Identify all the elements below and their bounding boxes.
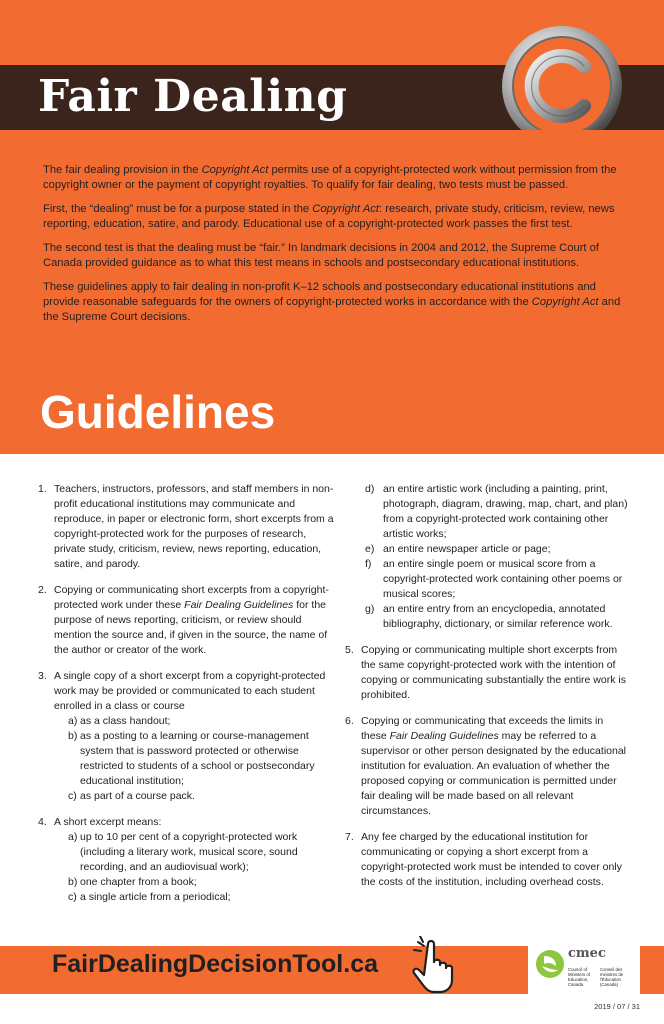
guideline-1 bbox=[38, 482, 338, 572]
cmec-french-name: Conseil des ministres de l'Éducation (Canada) bbox=[600, 967, 624, 987]
sub-item: b) one chapter from a book; bbox=[68, 876, 197, 888]
guideline-number: 3. bbox=[38, 670, 47, 682]
intro-paragraph-2: First, the “dealing” must be for a purpose stated in the Copyright Act: research, private study, criticism, review, news reporting, education, satire, and parody. Educational use of a copyright-protected work passes the first test. bbox=[43, 203, 615, 230]
cmec-mark-icon bbox=[534, 948, 566, 980]
guideline-text: A single copy of a short excerpt from a copyright-protected work may be provided or communicated to each student enrolled in a class or course bbox=[54, 670, 326, 712]
sub-item: a) up to 10 per cent of a copyright-protected work (including a literary work, musical score, sound recording, and an audiovisual work); bbox=[68, 831, 298, 873]
sub-item: c) a single article from a periodical; bbox=[68, 891, 231, 903]
guideline-number: 1. bbox=[38, 483, 47, 495]
cmec-logo bbox=[528, 940, 640, 1002]
sub-item: a) as a class handout; bbox=[68, 715, 171, 727]
guideline-3 bbox=[38, 669, 338, 804]
sub-item: e) an entire newspaper article or page; bbox=[365, 543, 551, 555]
guideline-5 bbox=[345, 643, 630, 703]
guideline-4-continued bbox=[345, 482, 630, 632]
sub-item: d) an entire artistic work (including a painting, print, photograph, diagram, drawing, map, chart, and plan) from a copyright-protected work containing other artistic works; bbox=[365, 483, 628, 540]
guideline-number: 5. bbox=[345, 644, 354, 656]
page-title: Fair Dealing bbox=[38, 71, 348, 122]
publish-date: 2019 / 07 / 31 bbox=[594, 1002, 640, 1011]
sub-item: c) as part of a course pack. bbox=[68, 790, 195, 802]
guidelines-left-column bbox=[38, 482, 338, 916]
cmec-name: cmec bbox=[568, 946, 606, 961]
guideline-text: Any fee charged by the educational institution for communicating or copying a short excerpt from a copyright-protected work must be intended to cover only the costs of the institution, including overhead costs. bbox=[361, 831, 622, 888]
guideline-number: 6. bbox=[345, 715, 354, 727]
sub-item: g) an entire entry from an encyclopedia, annotated bibliography, dictionary, or similar reference work. bbox=[365, 603, 613, 630]
sub-item: b) as a posting to a learning or course-management system that is password protected or otherwise restricted to students of a school or postsecondary educational institution; bbox=[68, 730, 315, 787]
guideline-text: A short excerpt means: bbox=[54, 816, 162, 828]
guidelines-heading: Guidelines bbox=[40, 386, 276, 438]
guideline-6: 6. Copying or communicating that exceeds the limits in these Fair Dealing Guidelines may be referred to a supervisor or other person designated by the educational institution for evaluation. An evaluation of whether the proposed copying or communication is permitted under fair dealing will be made based on all relevant circumstances. bbox=[345, 715, 627, 817]
guideline-text: Teachers, instructors, professors, and staff members in non-profit educational institutions may communicate and reproduce, in paper or electronic form, short excerpts from a copyright-protected work for the purposes of research, private study, criticism, review, news reporting, education, satire, and parody. bbox=[54, 483, 334, 570]
guideline-7 bbox=[345, 830, 630, 890]
intro-paragraph-1: The fair dealing provision in the Copyright Act permits use of a copyright-protected work without permission from the copyright owner or the payment of copyright royalties. To qualify for fair dealing, two tests must be passed. bbox=[43, 164, 617, 191]
decision-tool-link[interactable]: FairDealingDecisionTool.ca bbox=[52, 950, 379, 978]
guideline-number: 4. bbox=[38, 816, 47, 828]
guidelines-right-column bbox=[345, 482, 630, 901]
pointing-hand-icon bbox=[408, 936, 468, 996]
intro-paragraph-3: The second test is that the dealing must be “fair.” In landmark decisions in 2004 and 2012, the Supreme Court of Canada provided guidance as to what this test means in schools and postsecondary educational institutions. bbox=[43, 242, 599, 269]
intro-section bbox=[43, 163, 623, 334]
cmec-english-name: Council of Ministers of Education, Canada bbox=[568, 967, 590, 987]
guideline-2: 2. Copying or communicating short excerpts from a copyright-protected work under these Fair Dealing Guidelines for the purpose of news reporting, criticism, or review should mention the source and, if given in the source, the name of the author or creator of the work. bbox=[38, 584, 329, 656]
guideline-4 bbox=[38, 815, 338, 905]
guideline-number: 7. bbox=[345, 831, 354, 843]
intro-paragraph-4: These guidelines apply to fair dealing in non-profit K–12 schools and postsecondary educational institutions and provide reasonable safeguards for the owners of copyright-protected works in accordance with the Copyright Act and the Supreme Court decisions. bbox=[43, 281, 621, 323]
guideline-number: 2. bbox=[38, 584, 47, 596]
guideline-text: Copying or communicating multiple short excerpts from the same copyright-protected work with the intention of copying or communicating substantially the entire work is prohibited. bbox=[361, 644, 626, 701]
sub-item: f) an entire single poem or musical score from a copyright-protected work containing other poems or musical scores; bbox=[365, 558, 623, 600]
